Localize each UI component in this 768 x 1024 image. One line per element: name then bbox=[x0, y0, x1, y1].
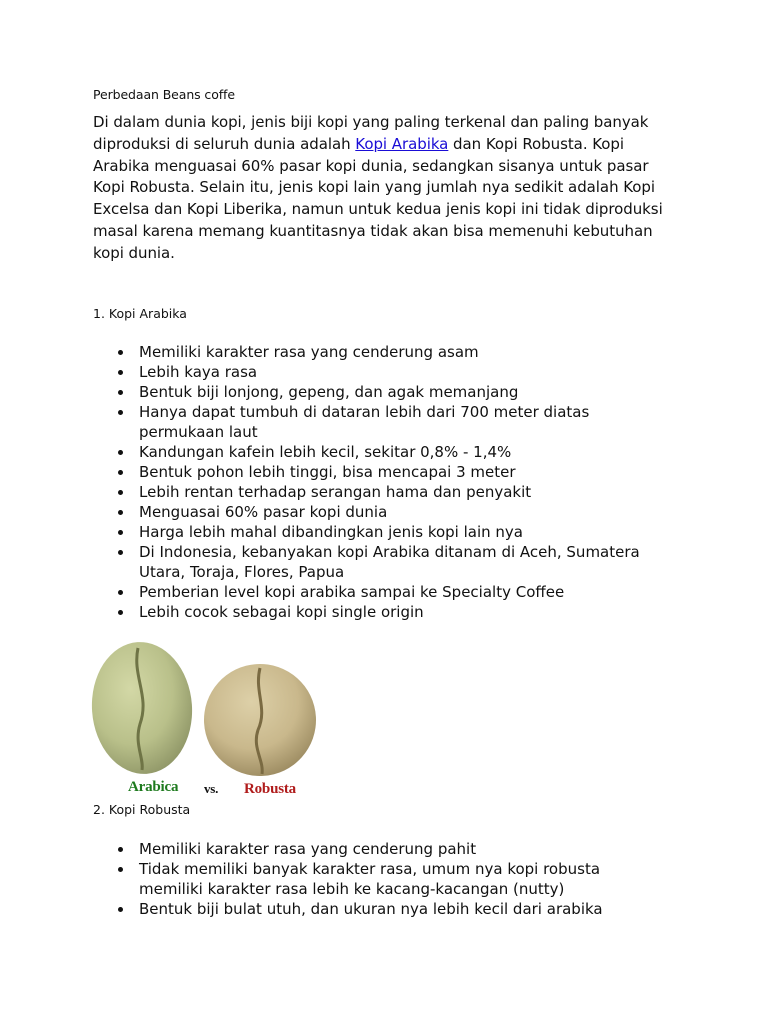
document-title: Perbedaan Beans coffe bbox=[93, 87, 235, 102]
heading-kopi-robusta: 2. Kopi Robusta bbox=[93, 802, 191, 817]
arabica-label: Arabica bbox=[128, 779, 179, 795]
robusta-bean bbox=[197, 657, 323, 776]
list-item: Kandungan kafein lebih kecil, sekitar 0,8% - 1,4% bbox=[139, 442, 659, 462]
list-item: Menguasai 60% pasar kopi dunia bbox=[139, 502, 659, 522]
list-item: Lebih kaya rasa bbox=[139, 362, 659, 382]
list-item: Memiliki karakter rasa yang cenderung pahit bbox=[139, 839, 659, 859]
list-item: Bentuk biji bulat utuh, dan ukuran nya lebih kecil dari arabika bbox=[139, 899, 659, 919]
list-item: Hanya dapat tumbuh di dataran lebih dari 700 meter diatas permukaan laut bbox=[139, 402, 659, 442]
vs-label: vs. bbox=[204, 781, 219, 796]
list-item: Memiliki karakter rasa yang cenderung asam bbox=[139, 342, 659, 362]
list-item: Bentuk biji lonjong, gepeng, dan agak memanjang bbox=[139, 382, 659, 402]
heading-kopi-arabika: 1. Kopi Arabika bbox=[93, 306, 187, 321]
arabica-bean bbox=[88, 639, 196, 776]
coffee-beans-illustration bbox=[88, 636, 328, 776]
robusta-label: Robusta bbox=[244, 781, 296, 797]
kopi-arabika-link[interactable]: Kopi Arabika bbox=[355, 134, 449, 153]
list-item: Di Indonesia, kebanyakan kopi Arabika ditanam di Aceh, Sumatera Utara, Toraja, Flores, Papua bbox=[139, 542, 659, 582]
intro-text-start: Di dalam dunia kopi, jenis biji kopi yang paling terkenal dan paling banyak diproduksi di seluruh dunia adalah bbox=[93, 113, 649, 153]
list-item: Lebih cocok sebagai kopi single origin bbox=[139, 602, 659, 622]
list-item: Tidak memiliki banyak karakter rasa, umum nya kopi robusta memiliki karakter rasa lebih ke kacang-kacangan (nutty) bbox=[139, 859, 659, 899]
arabika-characteristics-list bbox=[93, 342, 659, 622]
list-item: Lebih rentan terhadap serangan hama dan penyakit bbox=[139, 482, 659, 502]
list-item: Harga lebih mahal dibandingkan jenis kopi lain nya bbox=[139, 522, 659, 542]
robusta-characteristics-list bbox=[93, 839, 659, 919]
intro-text-end: dan Kopi Robusta. Kopi Arabika menguasai 60% pasar kopi dunia, sedangkan sisanya untuk pasar Kopi Robusta. Selain itu, jenis kopi lain yang jumlah nya sedikit adalah Kopi Excelsa dan Kopi Liberika, namun untuk kedua jenis kopi ini tidak diproduksi masal karena memang kuantitasnya tidak akan bisa memenuhi kebutuhan kopi dunia. bbox=[93, 134, 663, 262]
list-item: Bentuk pohon lebih tinggi, bisa mencapai 3 meter bbox=[139, 462, 659, 482]
arabica-vs-robusta-image bbox=[88, 636, 328, 801]
intro-paragraph bbox=[93, 112, 683, 265]
list-item: Pemberian level kopi arabika sampai ke Specialty Coffee bbox=[139, 582, 659, 602]
